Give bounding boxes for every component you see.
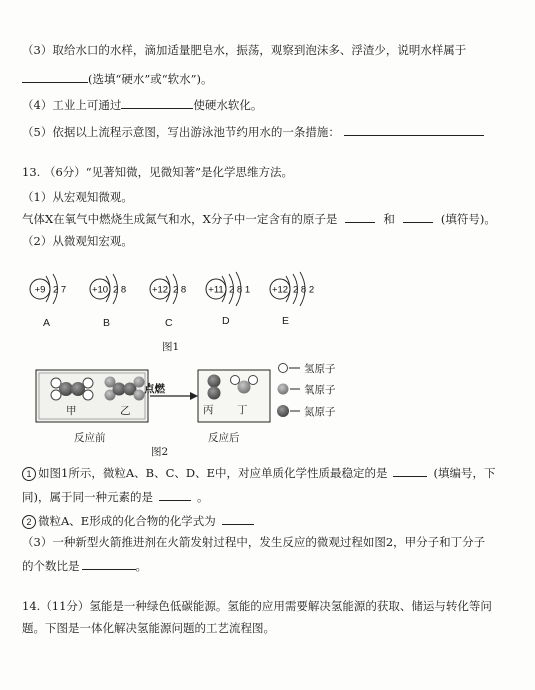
q13-item1-line2: 同)，属于同一种元素的是 。: [22, 490, 209, 504]
label-jia: 甲: [66, 405, 77, 417]
atom-diagram-e: [255, 272, 314, 306]
atom-diagram-d: [191, 272, 250, 306]
q13-sub2: （2）从微观知宏观。: [22, 234, 133, 248]
circled-number: 2: [22, 515, 36, 529]
electron-shell-arc: [46, 276, 50, 302]
after-label: 反应后: [208, 432, 240, 444]
atom-diagram-b: [83, 274, 127, 304]
electron-counts: 2 8 1: [229, 284, 251, 296]
legend-nitrogen-symbol: [277, 405, 289, 417]
q14-line1: 14.（11分）氢能是一种绿色低碳能源。氢能的应用需要解决氢能源的获取、储运与转化等问: [22, 599, 492, 613]
q12-part3: （3）取给水口的水样，滴加适量肥皂水，振荡，观察到泡沫多、浮渣少，说明水样属于: [22, 43, 467, 57]
label-yi: 乙: [120, 405, 131, 417]
nucleus-charge: +9: [34, 284, 46, 296]
circled-number: 1: [22, 467, 36, 481]
electron-counts: 2 8 2: [293, 284, 315, 296]
q13-sub3-line1: （3）一种新型火箭推进剂在火箭发射过程中，发生反应的微观过程如图2，甲分子和丁分子: [22, 535, 486, 549]
arrow-label: 点燃: [144, 383, 165, 395]
electron-counts: 2 8: [113, 284, 127, 296]
nucleus-charge: +12: [151, 284, 169, 296]
figure1-atom-diagrams: [0, 262, 535, 352]
answer-blank[interactable]: [403, 210, 433, 223]
atom-diagram-a: [23, 274, 67, 304]
nucleus-charge: +10: [91, 284, 109, 296]
electron-counts: 2 8: [173, 284, 187, 296]
q13-sub3-line2: 的个数比是 。: [22, 559, 147, 573]
answer-blank[interactable]: [393, 464, 427, 477]
q12-part3-answer: (选填“硬水”或“软水”)。: [22, 70, 213, 87]
legend-oxygen-symbol: [278, 384, 289, 395]
atom-label-b: B: [103, 317, 111, 329]
electron-counts: 2 7: [53, 284, 67, 296]
answer-blank[interactable]: [344, 123, 484, 136]
legend: [277, 364, 300, 418]
nucleus-charge: +11: [208, 284, 224, 296]
atom-diagram-c: [143, 274, 187, 304]
answer-blank[interactable]: [82, 557, 136, 570]
nucleus-charge: +12: [271, 284, 289, 296]
atom-label-c: C: [165, 317, 173, 329]
q13-sub1: （1）从宏观知微观。: [22, 190, 133, 204]
q12-part5: （5）依据以上流程示意图，写出游泳池节约用水的一条措施：: [22, 123, 484, 140]
atom-label-a: A: [43, 317, 51, 329]
q13-item2: 2 微粒A、E形成的化合物的化学式为: [22, 512, 254, 529]
legend-nitrogen: 氮原子: [304, 406, 336, 418]
q14-line2: 题。下图是一体化解决氢能源问题的工艺流程图。: [22, 621, 275, 635]
legend-oxygen: 氧原子: [304, 384, 336, 396]
atom-label-e: E: [282, 315, 290, 327]
legend-hydrogen-symbol: [279, 364, 288, 373]
legend-hydrogen: 氢原子: [304, 363, 336, 375]
q13-heading: 13. （6分）“见著知微，见微知著”是化学思维方法。: [22, 165, 294, 179]
answer-blank[interactable]: [22, 70, 88, 83]
atom-label-d: D: [222, 315, 230, 327]
q13-item1-line1: 1 如图1所示，微粒A、B、C、D、E中，对应单质化学性质最稳定的是 (填编号，下: [22, 464, 495, 481]
label-ding: 丁: [237, 404, 248, 416]
figure2-caption: 图2: [151, 446, 169, 458]
figure1-caption: 图1: [162, 341, 180, 353]
answer-blank[interactable]: [159, 488, 191, 501]
label-bing: 丙: [203, 404, 214, 416]
answer-blank[interactable]: [222, 512, 254, 525]
answer-blank[interactable]: [345, 210, 375, 223]
answer-blank[interactable]: [121, 96, 193, 109]
before-label: 反应前: [74, 432, 106, 444]
q13-sub1-question: 气体X在氧气中燃烧生成氮气和水，X分子中一定含有的原子是 和 (填符号)。: [22, 212, 496, 226]
q12-part4: （4）工业上可通过 使硬水软化。: [22, 98, 263, 112]
